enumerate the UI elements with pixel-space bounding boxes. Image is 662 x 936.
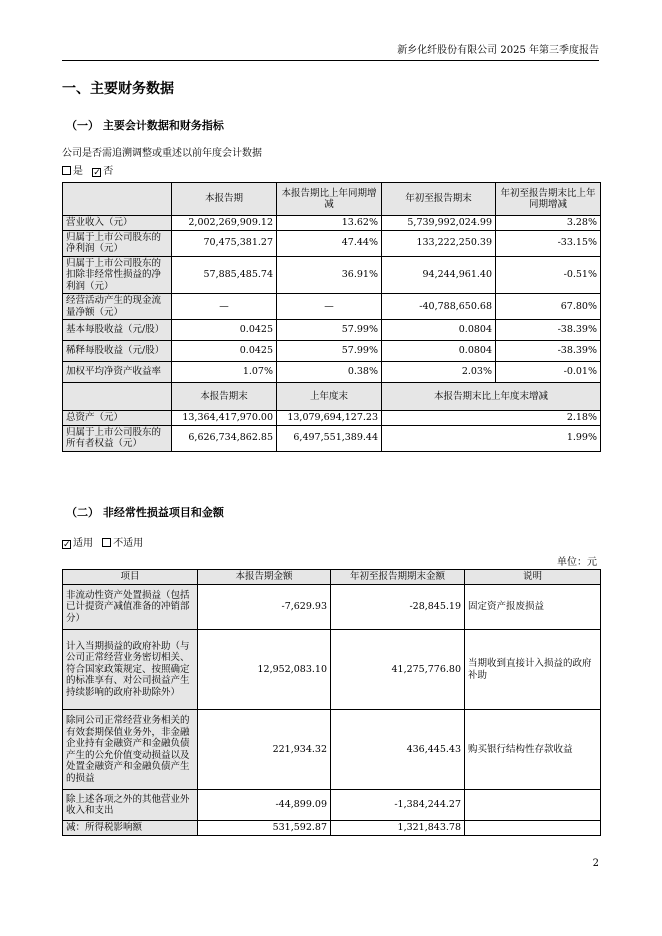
table-row: [63, 821, 601, 836]
cell-note: 固定资产报废损益: [465, 585, 601, 630]
cell-value: 0.0804: [382, 341, 496, 362]
not-apply-checkbox[interactable]: [102, 538, 111, 547]
row-label: 除上述各项之外的其他营业外收入和支出: [63, 790, 198, 821]
cell-value: 57.99%: [277, 320, 382, 341]
row-label: 稀释每股收益（元/股）: [63, 341, 172, 362]
cell-value: 5,739,992,024.99: [382, 216, 496, 231]
cell-value: -28,845.19: [331, 585, 465, 630]
cell-note: 当期收到直接计入损益的政府补助: [465, 630, 601, 710]
cell-value: 2.18%: [382, 411, 601, 426]
row-label: 总资产（元）: [63, 411, 172, 426]
yes-label: 是: [73, 166, 83, 177]
cell-value: 41,275,776.80: [331, 630, 465, 710]
cell-value: 221,934.32: [198, 710, 331, 790]
column-header: 说明: [465, 570, 601, 585]
table-row: [63, 710, 601, 790]
cell-note: [465, 821, 601, 836]
row-label: 营业收入（元）: [63, 216, 172, 231]
column-header: 本报告期末: [172, 383, 277, 411]
table-row: [63, 320, 601, 341]
cell-value: 47.44%: [277, 230, 382, 256]
subsection-title-accounting-data: （一） 主要会计数据和财务指标: [66, 119, 224, 132]
row-label: 归属于上市公司股东的净利润（元）: [63, 230, 172, 256]
cell-value: —: [172, 294, 277, 320]
cell-value: 70,475,381.27: [172, 230, 277, 256]
cell-value: -0.01%: [496, 362, 601, 383]
row-label: 基本每股收益（元/股）: [63, 320, 172, 341]
applicability-options: [62, 537, 143, 550]
column-header: 年初至报告期期末金额: [331, 570, 465, 585]
accounting-data-table: [62, 182, 601, 452]
restatement-options: [62, 165, 113, 178]
cell-value: -38.39%: [496, 320, 601, 341]
column-header: 上年度末: [277, 383, 382, 411]
cell-value: 0.0804: [382, 320, 496, 341]
cell-value: 13,079,694,127.23: [277, 411, 382, 426]
not-apply-label: 不适用: [113, 538, 144, 549]
column-header: 本报告期末比上年度末增减: [382, 383, 601, 411]
cell-note: [465, 790, 601, 821]
cell-value: 133,222,250.39: [382, 230, 496, 256]
cell-value: 36.91%: [277, 256, 382, 294]
column-header: 项目: [63, 570, 198, 585]
table-row: [63, 790, 601, 821]
unit-label: 单位：元: [557, 557, 597, 568]
cell-value: 6,497,551,389.44: [277, 425, 382, 451]
row-label: 归属于上市公司股东的扣除非经常性损益的净利润（元）: [63, 256, 172, 294]
cell-value: 531,592.87: [198, 821, 331, 836]
table-header-row: [63, 570, 601, 585]
cell-value: -1,384,244.27: [331, 790, 465, 821]
section-title: 一、主要财务数据: [62, 81, 174, 97]
cell-value: -7,629.93: [198, 585, 331, 630]
table-row: [63, 341, 601, 362]
cell-note: 购买银行结构性存款收益: [465, 710, 601, 790]
cell-value: -0.51%: [496, 256, 601, 294]
cell-value: 2,002,269,909.12: [172, 216, 277, 231]
row-label: 归属于上市公司股东的所有者权益（元）: [63, 425, 172, 451]
column-header: [63, 183, 172, 216]
column-header: [63, 383, 172, 411]
cell-value: -33.15%: [496, 230, 601, 256]
cell-value: -38.39%: [496, 341, 601, 362]
cell-value: 436,445.43: [331, 710, 465, 790]
apply-checkbox[interactable]: ✓: [63, 540, 71, 550]
row-label: 除同公司正常经营业务相关的有效套期保值业务外，非金融企业持有金融资产和金融负债产生的公允价值变动损益以及处置金融资产和金融负债产生的损益: [63, 710, 198, 790]
restatement-question: 公司是否需追溯调整或重述以前年度会计数据: [62, 148, 262, 159]
cell-value: 13,364,417,970.00: [172, 411, 277, 426]
cell-value: 57,885,485.74: [172, 256, 277, 294]
table-header-row: [63, 183, 601, 216]
table-row: [63, 294, 601, 320]
column-header: 年初至报告期末: [382, 183, 496, 216]
row-label: 经营活动产生的现金流量净额（元）: [63, 294, 172, 320]
table-row: [63, 230, 601, 256]
subsection-title-non-recurring: （二） 非经常性损益项目和金额: [66, 506, 224, 519]
no-checkbox[interactable]: ✓: [93, 168, 101, 178]
no-label: 否: [103, 166, 114, 177]
header-divider: [62, 60, 599, 61]
table-row: [63, 585, 601, 630]
table-row: [63, 362, 601, 383]
cell-value: 0.0425: [172, 341, 277, 362]
column-header: 本报告期金额: [198, 570, 331, 585]
cell-value: 0.0425: [172, 320, 277, 341]
table-row: [63, 425, 601, 451]
cell-value: —: [277, 294, 382, 320]
non-recurring-table: [62, 569, 601, 836]
row-label: 计入当期损益的政府补助（与公司正常经营业务密切相关、符合国家政策规定、按照确定的标准享有、对公司损益产生持续影响的政府补助除外）: [63, 630, 198, 710]
cell-value: 1.07%: [172, 362, 277, 383]
yes-checkbox[interactable]: [62, 166, 71, 175]
page-header: 新乡化纤股份有限公司 2025 年第三季度报告: [397, 45, 599, 56]
cell-value: 2.03%: [382, 362, 496, 383]
row-label: 减：所得税影响额: [63, 821, 198, 836]
cell-value: 0.38%: [277, 362, 382, 383]
cell-value: 3.28%: [496, 216, 601, 231]
cell-value: 67.80%: [496, 294, 601, 320]
cell-value: 6,626,734,862.85: [172, 425, 277, 451]
column-header: 年初至报告期末比上年同期增减: [496, 183, 601, 216]
cell-value: 1,321,843.78: [331, 821, 465, 836]
row-label: 非流动性资产处置损益（包括已计提资产减值准备的冲销部分）: [63, 585, 198, 630]
cell-value: -44,899.09: [198, 790, 331, 821]
column-header: 本报告期比上年同期增减: [277, 183, 382, 216]
cell-value: -40,788,650.68: [382, 294, 496, 320]
cell-value: 1.99%: [382, 425, 601, 451]
row-label: 加权平均净资产收益率: [63, 362, 172, 383]
table-row: [63, 411, 601, 426]
table-header-row: [63, 383, 601, 411]
apply-label: 适用: [73, 538, 93, 549]
cell-value: 13.62%: [277, 216, 382, 231]
page-number: 2: [592, 858, 599, 869]
cell-value: 57.99%: [277, 341, 382, 362]
table-row: [63, 216, 601, 231]
table-row: [63, 630, 601, 710]
column-header: 本报告期: [172, 183, 277, 216]
cell-value: 94,244,961.40: [382, 256, 496, 294]
table-row: [63, 256, 601, 294]
cell-value: 12,952,083.10: [198, 630, 331, 710]
